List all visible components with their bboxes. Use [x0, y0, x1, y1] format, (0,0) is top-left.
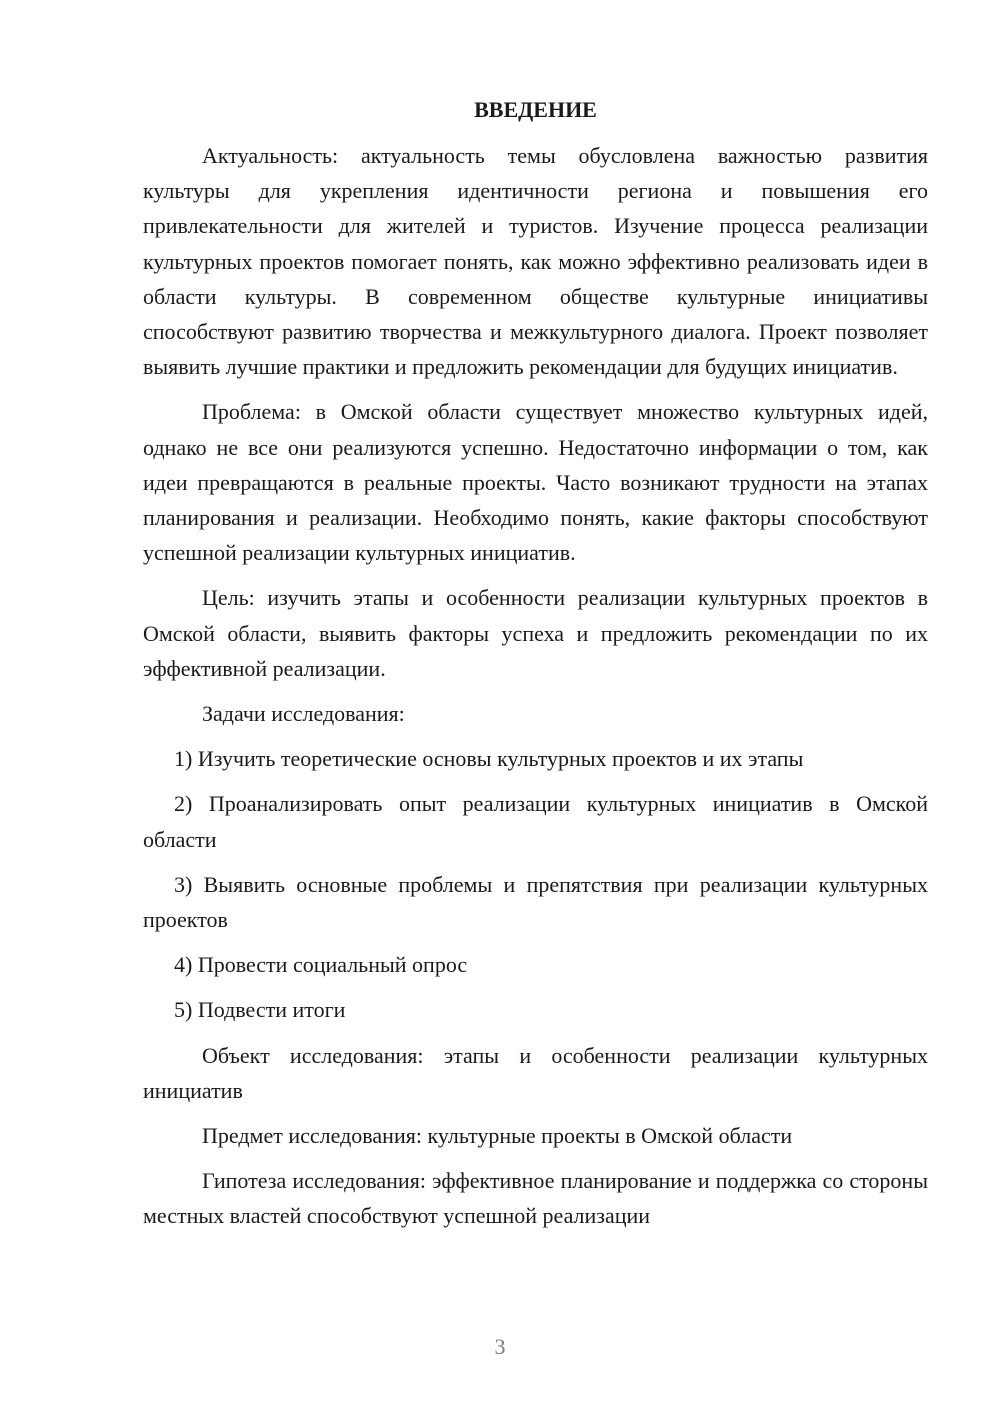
object-paragraph: Объект исследования: этапы и особенности реализации культурных инициатив	[143, 1042, 928, 1103]
task-item-2: 2) Проанализировать опыт реализации культурных инициатив в Омской области	[143, 791, 928, 852]
task-item-5: 5) Подвести итоги	[174, 997, 346, 1023]
subject-paragraph: Предмет исследования: культурные проекты в Омской области	[202, 1123, 793, 1149]
relevance-paragraph: Актуальность: актуальность темы обусловлена важностью развития культуры для укрепления идентичности региона и повышения его привлекательности для жителей и туристов. Изучение процесса реализации культурных проектов помогает понять, как можно эффективно реализовать идеи в области культуры. В современном обществе культурные инициативы способствуют развитию творчества и межкультурного диалога. Проект позволяет выявить лучшие практики и предложить рекомендации для будущих инициатив.	[143, 143, 928, 380]
goal-paragraph: Цель: изучить этапы и особенности реализации культурных проектов в Омской области, выявить факторы успеха и предложить рекомендации по их эффективной реализации.	[143, 585, 928, 681]
tasks-heading: Задачи исследования:	[202, 701, 405, 727]
task-item-4: 4) Провести социальный опрос	[174, 952, 468, 978]
document-body	[143, 92, 928, 1244]
page-number: 3	[494, 1334, 506, 1359]
task-item-3: 3) Выявить основные проблемы и препятствия при реализации культурных проектов	[143, 871, 928, 933]
task-item-1: 1) Изучить теоретические основы культурных проектов и их этапы	[174, 746, 804, 772]
section-title: ВВЕДЕНИЕ	[474, 97, 597, 122]
problem-paragraph: Проблема: в Омской области существует множество культурных идей, однако не все они реализуются успешно. Недостаточно информации о том, как идеи превращаются в реальные проекты. Часто возникают трудности на этапах планирования и реализации. Необходимо понять, какие факторы способствуют успешной реализации культурных инициатив.	[143, 399, 928, 566]
hypothesis-paragraph: Гипотеза исследования: эффективное планирование и поддержка со стороны местных властей способствуют успешной реализации	[143, 1168, 928, 1229]
